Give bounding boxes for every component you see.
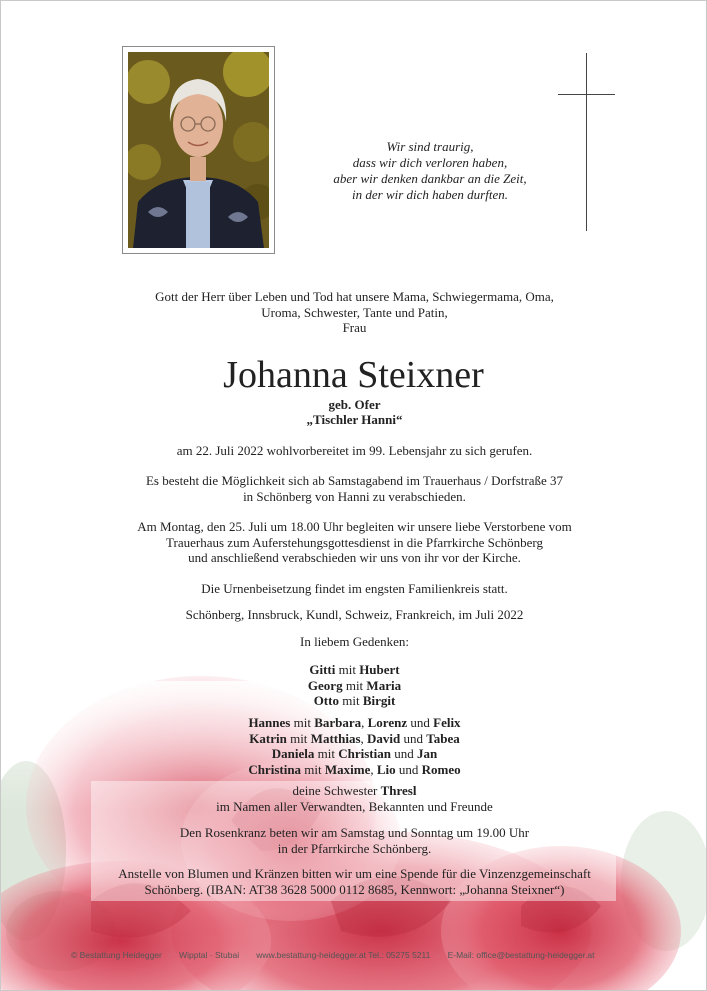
family-name: Maxime <box>324 761 371 777</box>
death-notice-line: am 22. Juli 2022 wohlvorbereitet im 99. Lebensjahr zu sich gerufen. <box>176 443 533 458</box>
urn-line: Die Urnenbeisetzung findet im engsten Familienkreis statt. <box>201 581 508 596</box>
family-name: Katrin <box>249 730 287 746</box>
family-line <box>61 693 648 709</box>
family-name: Lio <box>376 761 396 777</box>
intro-text <box>61 289 648 336</box>
footer-company: © Bestattung Heidegger <box>71 950 162 960</box>
places-line: Schönberg, Innsbruck, Kundl, Schweiz, Frankreich, im Juli 2022 <box>185 607 524 622</box>
portrait-photo <box>128 52 269 248</box>
connector-word: und <box>410 715 430 730</box>
family-name: Tabea <box>426 730 460 746</box>
service-line: Am Montag, den 25. Juli um 18.00 Uhr begleiten wir unsere liebe Verstorbene vom <box>137 519 572 534</box>
rosary-line: Den Rosenkranz beten wir am Samstag und Sonntag um 19.00 Uhr <box>179 825 530 840</box>
grandchildren-list <box>61 715 648 777</box>
in-memory-heading <box>61 634 648 650</box>
intro-line: Frau <box>342 320 367 335</box>
intro-line: Gott der Herr über Leben und Tod hat unsere Mama, Schwiegermama, Oma, <box>155 289 554 304</box>
connector-word: mit <box>338 662 356 677</box>
family-line: Katrin mit Matthias, David und Tabea <box>249 730 460 746</box>
maiden-name: geb. Ofer <box>328 397 381 412</box>
urn-burial <box>61 581 648 597</box>
footer: © Bestattung Heidegger · Wipptal · Stubai · www.bestattung-heidegger.at Tel.: 05275 5211 · E-Mail: office@bestattung-heidegger.at <box>71 950 595 960</box>
family-name: Otto <box>313 693 339 708</box>
family-name: Gitti <box>309 662 336 677</box>
donation-line: Schönberg. (IBAN: AT38 3628 5000 0112 8685, Kennwort: „Johanna Steixner“) <box>144 881 565 897</box>
in-memory-line: In liebem Gedenken: <box>299 634 409 649</box>
intro-line: Uroma, Schwester, Tante und Patin, <box>261 304 448 320</box>
family-line: Christina mit Maxime, Lio und Romeo <box>248 761 461 777</box>
family-line <box>61 746 648 762</box>
family-name: Christian <box>338 746 391 761</box>
family-name: Felix <box>433 715 461 730</box>
connector-word: mit <box>293 715 311 730</box>
quote-line: Wir sind traurig, <box>386 139 474 154</box>
connector-word: und <box>403 730 423 746</box>
family-name: Georg <box>307 677 343 693</box>
death-notice <box>61 443 648 459</box>
family-name: Maria <box>366 677 402 693</box>
connector-word: mit <box>345 677 364 693</box>
family-name: Hannes <box>248 715 291 730</box>
connector-word: mit <box>290 730 308 746</box>
footer-region: Wipptal · Stubai <box>179 950 240 960</box>
name-details <box>61 397 648 427</box>
cross-icon <box>558 53 615 231</box>
children-list <box>61 662 648 709</box>
connector-word: mit <box>317 746 335 761</box>
relatives-line: im Namen aller Verwandten, Bekannten und Freunde <box>216 798 493 814</box>
nickname: „Tischler Hanni“ <box>306 412 403 427</box>
sister-prefix: deine Schwester <box>292 783 378 798</box>
memorial-quote <box>301 139 559 203</box>
donation-line: Anstelle von Blumen und Kränzen bitten wir um eine Spende für die Vinzenzgemeinschaft <box>118 866 591 881</box>
sister-name: Thresl <box>380 783 417 798</box>
footer-email: E-Mail: office@bestattung-heidegger.at <box>447 950 595 960</box>
family-name: Birgit <box>362 693 396 708</box>
family-name: Matthias <box>310 730 361 746</box>
sister-line <box>61 783 648 799</box>
family-name: Daniela <box>271 746 315 761</box>
donation-info <box>61 866 648 897</box>
family-name: David <box>367 730 401 746</box>
service-line: Trauerhaus zum Auferstehungsgottesdienst in die Pfarrkirche Schönberg <box>166 534 543 550</box>
connector-word: mit <box>342 693 360 708</box>
rosary-line: in der Pfarrkirche Schönberg. <box>277 840 432 856</box>
places-date <box>61 607 648 623</box>
family-name: Lorenz <box>367 715 408 730</box>
family-line <box>61 678 648 694</box>
family-name: Jan <box>416 746 438 761</box>
rosary-info <box>61 825 648 856</box>
family-line: Hannes mit Barbara, Lorenz und Felix <box>248 715 461 730</box>
family-name: Barbara <box>314 715 362 730</box>
connector-word: mit <box>304 761 322 777</box>
family-name: Romeo <box>421 761 461 777</box>
quote-line: in der wir dich haben durften. <box>352 187 508 202</box>
service-line: und anschließend verabschieden wir uns von ihr vor der Kirche. <box>188 550 521 565</box>
family-name: Christina <box>248 761 302 777</box>
connector-word: und <box>398 761 419 777</box>
connector-word: und <box>394 746 414 761</box>
portrait-photo-frame <box>122 46 275 254</box>
farewell-info <box>61 473 648 504</box>
family-line <box>61 662 648 678</box>
sister-relatives <box>61 783 648 814</box>
family-name: Hubert <box>359 662 400 677</box>
footer-web-phone: www.bestattung-heidegger.at Tel.: 05275 5211 <box>256 950 431 960</box>
deceased-name: Johanna Steixner <box>223 354 484 396</box>
quote-line: aber wir denken dankbar an die Zeit, <box>333 171 527 186</box>
farewell-line: in Schönberg von Hanni zu verabschieden. <box>243 488 466 504</box>
quote-line: dass wir dich verloren haben, <box>352 155 508 170</box>
service-info <box>61 519 648 566</box>
farewell-line: Es besteht die Möglichkeit sich ab Samstagabend im Trauerhaus / Dorfstraße 37 <box>145 473 563 488</box>
